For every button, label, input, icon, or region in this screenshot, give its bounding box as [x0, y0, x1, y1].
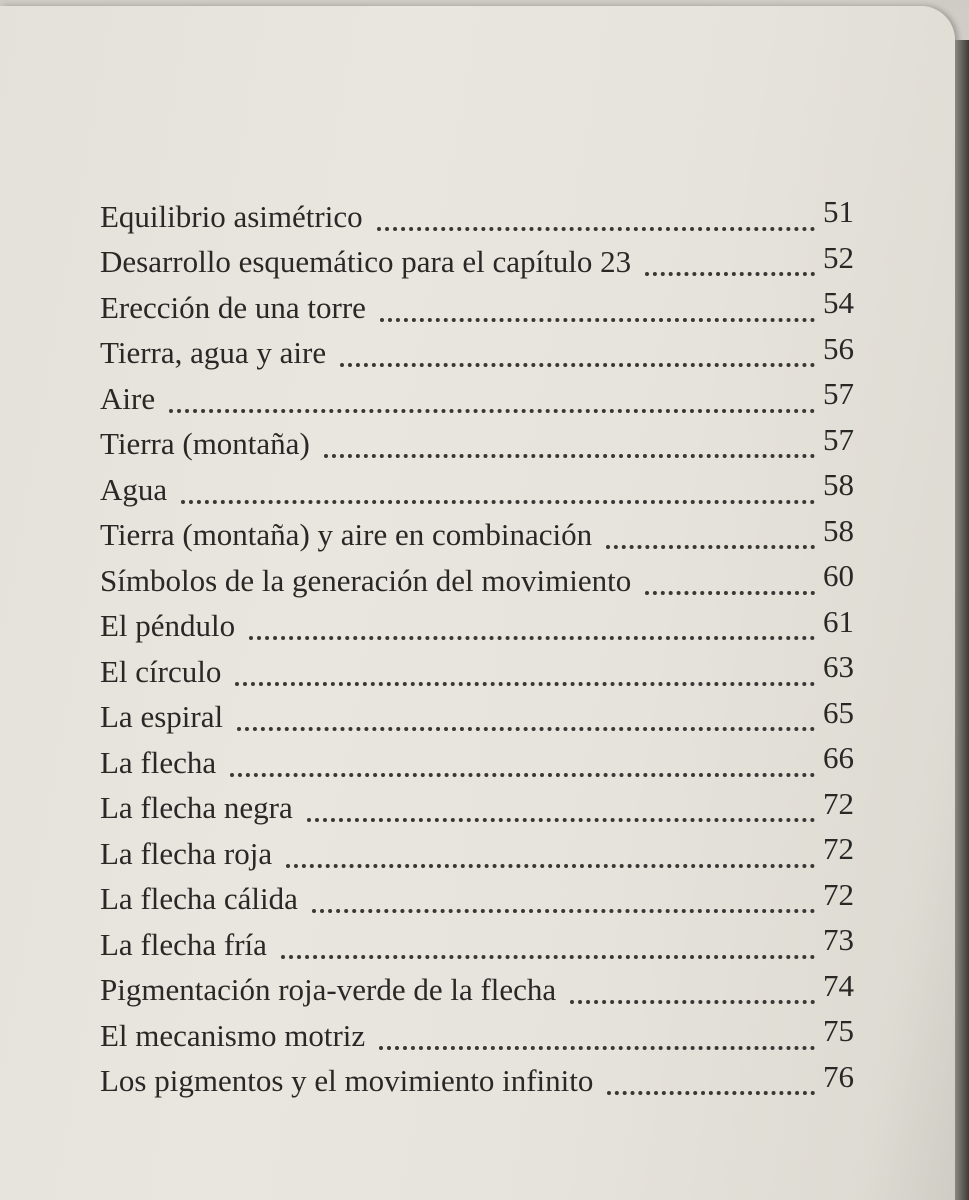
toc-entry-page: 74: [823, 967, 854, 1003]
toc-entry: [100, 556, 854, 602]
toc-entry: [100, 920, 854, 966]
toc-entry: [100, 784, 854, 830]
toc-entry-leader: [237, 727, 815, 731]
toc-entry-page: 75: [823, 1013, 854, 1048]
toc-entry-page: 73: [823, 922, 854, 957]
toc-entry: [100, 1057, 854, 1103]
toc-entry-title: La flecha fría: [100, 926, 267, 962]
toc-entry-page: 72: [823, 831, 854, 866]
toc-entry: [100, 420, 854, 466]
toc-entry-title: El círculo: [100, 653, 222, 689]
toc-entry: [100, 192, 854, 238]
toc-entry-leader: [340, 363, 815, 367]
toc-entry-title: El péndulo: [100, 608, 236, 643]
toc-entry-leader: [286, 864, 815, 868]
toc-entry: [100, 693, 854, 739]
toc-entry: [100, 875, 854, 921]
toc-entry: [100, 966, 854, 1012]
toc-entry-leader: [169, 409, 815, 413]
toc-entry-title: La flecha: [100, 744, 217, 780]
toc-entry-page: 72: [823, 785, 854, 821]
toc-entry-title: El mecanismo motriz: [100, 1017, 366, 1053]
toc-entry: [100, 1011, 854, 1057]
toc-entry-leader: [230, 773, 815, 777]
toc-entry: [100, 238, 854, 284]
toc-entry-page: 66: [823, 740, 854, 775]
toc-entry-page: 57: [823, 376, 854, 411]
toc-entry-page: 60: [823, 558, 854, 593]
toc-entry-leader: [379, 1046, 815, 1050]
toc-entry-leader: [570, 1000, 815, 1004]
toc-entry-leader: [377, 227, 815, 231]
toc-entry: [100, 329, 854, 375]
toc-entry-page: 76: [823, 1058, 854, 1094]
toc-entry-page: 63: [823, 649, 854, 684]
toc-entry: [100, 283, 854, 329]
toc-entry-title: Tierra (montaña) y aire en combinación: [100, 517, 593, 552]
toc-entry-leader: [606, 545, 815, 549]
toc-entry: [100, 602, 854, 648]
toc-entry-title: La espiral: [100, 699, 224, 734]
toc-entry-title: La flecha cálida: [100, 881, 298, 916]
page-edge: [955, 40, 969, 1200]
toc-entry-leader: [312, 909, 815, 913]
toc-entry: [100, 374, 854, 420]
toc-entry-leader: [235, 682, 815, 686]
toc-entry-page: 65: [823, 694, 854, 730]
toc-entry-leader: [181, 500, 815, 504]
table-of-contents: [100, 192, 854, 1102]
toc-entry-page: 56: [823, 330, 854, 366]
toc-entry-title: Desarrollo esquemático para el capítulo 23: [100, 244, 632, 279]
toc-entry: [100, 738, 854, 784]
toc-entry-page: 72: [823, 876, 854, 912]
toc-entry-leader: [645, 272, 815, 276]
toc-entry-title: Símbolos de la generación del movimiento: [100, 562, 632, 598]
toc-entry-leader: [324, 454, 815, 458]
toc-entry-title: Erección de una torre: [100, 289, 366, 325]
toc-entry-title: La flecha roja: [100, 835, 273, 871]
toc-entry-title: Equilibrio asimétrico: [100, 198, 363, 234]
toc-entry: [100, 511, 854, 557]
toc-entry-title: Tierra (montaña): [100, 426, 310, 461]
toc-entry-page: 61: [823, 603, 854, 639]
toc-entry-title: Los pigmentos y el movimiento infinito: [100, 1063, 594, 1098]
toc-entry-leader: [645, 591, 815, 595]
toc-entry: [100, 465, 854, 511]
toc-entry-page: 54: [823, 285, 854, 320]
toc-entry-title: Pigmentación roja-verde de la flecha: [100, 972, 557, 1007]
toc-entry-leader: [380, 318, 815, 322]
toc-entry-leader: [249, 636, 815, 640]
toc-entry-title: La flecha negra: [100, 790, 293, 825]
toc-entry-leader: [307, 818, 815, 822]
toc-entry-leader: [607, 1091, 815, 1095]
toc-entry-title: Aire: [100, 380, 156, 416]
toc-entry-page: 52: [823, 239, 854, 275]
toc-entry-page: 58: [823, 512, 854, 548]
toc-entry-title: Agua: [100, 471, 168, 507]
toc-entry: [100, 647, 854, 693]
toc-entry-page: 58: [823, 467, 854, 502]
toc-entry-leader: [281, 955, 815, 959]
toc-entry-page: 51: [823, 194, 854, 229]
toc-entry-page: 57: [823, 421, 854, 457]
toc-entry-title: Tierra, agua y aire: [100, 335, 327, 370]
toc-entry: [100, 829, 854, 875]
